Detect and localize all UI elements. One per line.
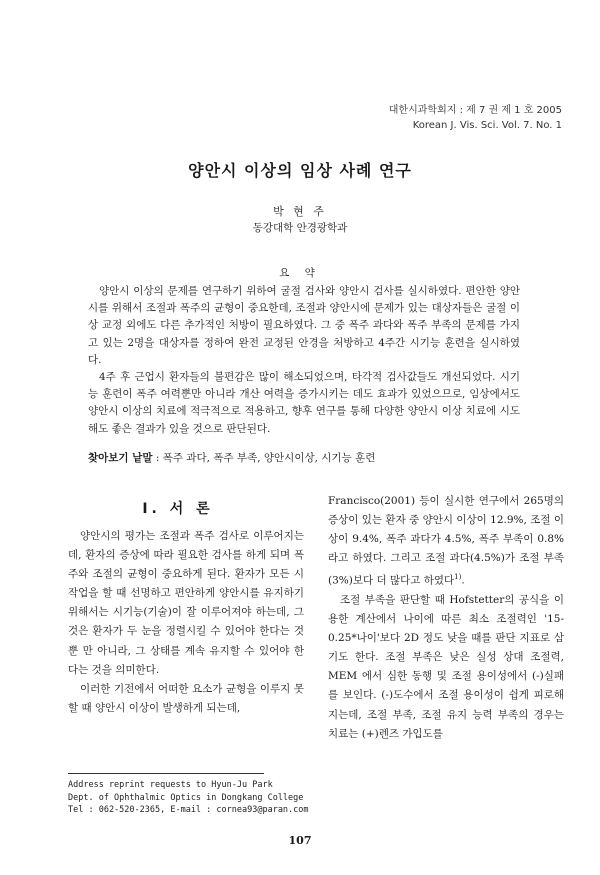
keywords-text: : 폭주 과다, 폭주 부족, 양안시이상, 시기능 훈련 [152,452,376,464]
keywords [88,450,528,465]
abstract-heading: 요 약 [279,267,321,279]
author-affiliation: 동강대학 안경광학과 [252,222,348,234]
abstract-paragraph: 양안시 이상의 문제를 연구하기 위하여 굴절 검사와 양안시 검사를 실시하였다. 편안한 양안시를 위해서 조절과 폭주의 균형이 중요한데, 조절과 양안시에 문제가 있는 대상자들은 굴절 이상 교정 외에도 다른 추가적인 처방이 필요하였다. 그 중 폭주 과다와 폭주 부족의 문제를 가지고 있는 2명을 대상자를 정하여 완전 교정된 안경을 처방하고 4주간 시기능 훈련을 실시하였다. [88,285,520,366]
journal-english: Korean J. Vis. Sci. Vol. 7. No. 1 [412,120,562,131]
footnote-line: Tel : 062-520-2365, E-mail : cornea93@paran.com [68,805,309,815]
body-paragraph: Francisco(2001) 등이 실시한 연구에서 265명의 증상이 있는 환자 중 양안시 이상이 12.9%, 조절 이상이 9.4%, 폭주 과다가 4.5%, 폭주 부족이 0.8%라고 하였다. 그리고 조절 과다(4.5%)가 조절 부족(3%)보다 더 많다고 하였다$^{1)}$. [328,495,564,587]
right-column [328,492,564,744]
body-paragraph: 이러한 기전에서 어떠한 요소가 균형을 이루지 못할 때 양안시 이상이 발생하게 되는데, [68,682,304,714]
keywords-label: 찾아보기 낱말 [88,452,153,464]
journal-header [389,103,562,133]
journal-korean: 대한시과학회지 : 제 7 권 제 1 호 2005 [388,105,562,116]
section-heading-introduction: I. 서 론 [142,501,214,517]
body-text: Francisco(2001) 등이 실시한 연구에서 265명의 증상이 있는 환자 중 양안시 이상이 12.9%, 조절 이상이 9.4%, 폭주 과다가 4.5%, 폭주 부족이 0.8%라고 하였다. 그리고 조절 과다(4.5%)가 조절 부족(3%)보다 더 많다고 하였다 [328,495,564,587]
paper-title: 양안시 이상의 임상 사례 연구 [188,161,412,180]
reference-marker: 1) [454,573,462,582]
abstract-paragraph: 4주 후 근업시 환자들의 불편감은 많이 해소되었으며, 타각적 검사값들도 개선되었다. 시기능 훈련이 폭주 여력뿐만 아니라 개산 여력을 증가시키는 데도 효과가 있었으므로, 임상에서도 양안시 이상의 치료에 적극적으로 적용하고, 향후 연구를 통해 다양한 양안시 이상 치료에 시도해도 좋은 결과가 있을 것으로 판단된다. [88,371,520,435]
left-column [68,527,304,718]
author-name: 박 현 주 [273,205,327,218]
body-paragraph: 양안시의 평가는 조절과 폭주 검사로 이루어지는데, 환자의 증상에 따라 필요한 검사를 하게 되며 폭주와 조절의 균형이 중요하게 된다. 환자가 모든 시작업을 할 때 선명하고 편안하게 양안시를 유지하기 위해서는 시기능(기술)이 잘 이루어져야 하는데, 그것은 환자가 두 눈을 정렬시킬 수 있어야 한다는 것 뿐 만 아니라, 그 상태를 계속 유지할 수 있어야 한다는 것을 의미한다. [68,530,304,676]
page-number: 107 [288,834,312,847]
footnote [68,779,309,817]
body-paragraph: 조절 부족을 판단할 때 Hofstetter의 공식을 이용한 계산에서 나이에 따른 최소 조절력인 '15-0.25*나이'보다 2D 정도 낮을 때를 판단 지표로 삼기도 한다. 조절 부족은 낮은 실성 상대 조절력, MEM 에서 심한 동행 및 조절 용이성에서 (-)실패를 보인다. (-)도수에서 조절 용이성이 쉽게 피로해지는데, 조절 부족, 조절 유지 능력 부족의 경우는 치료는 (+)렌즈 가입도를 [328,593,564,740]
footnote-divider [68,773,264,774]
footnote-line: Address reprint requests to Hyun-Ju Park [68,780,273,790]
abstract-body [88,283,520,438]
footnote-line: Dept. of Ophthalmic Optics in Dongkang College [68,792,304,803]
